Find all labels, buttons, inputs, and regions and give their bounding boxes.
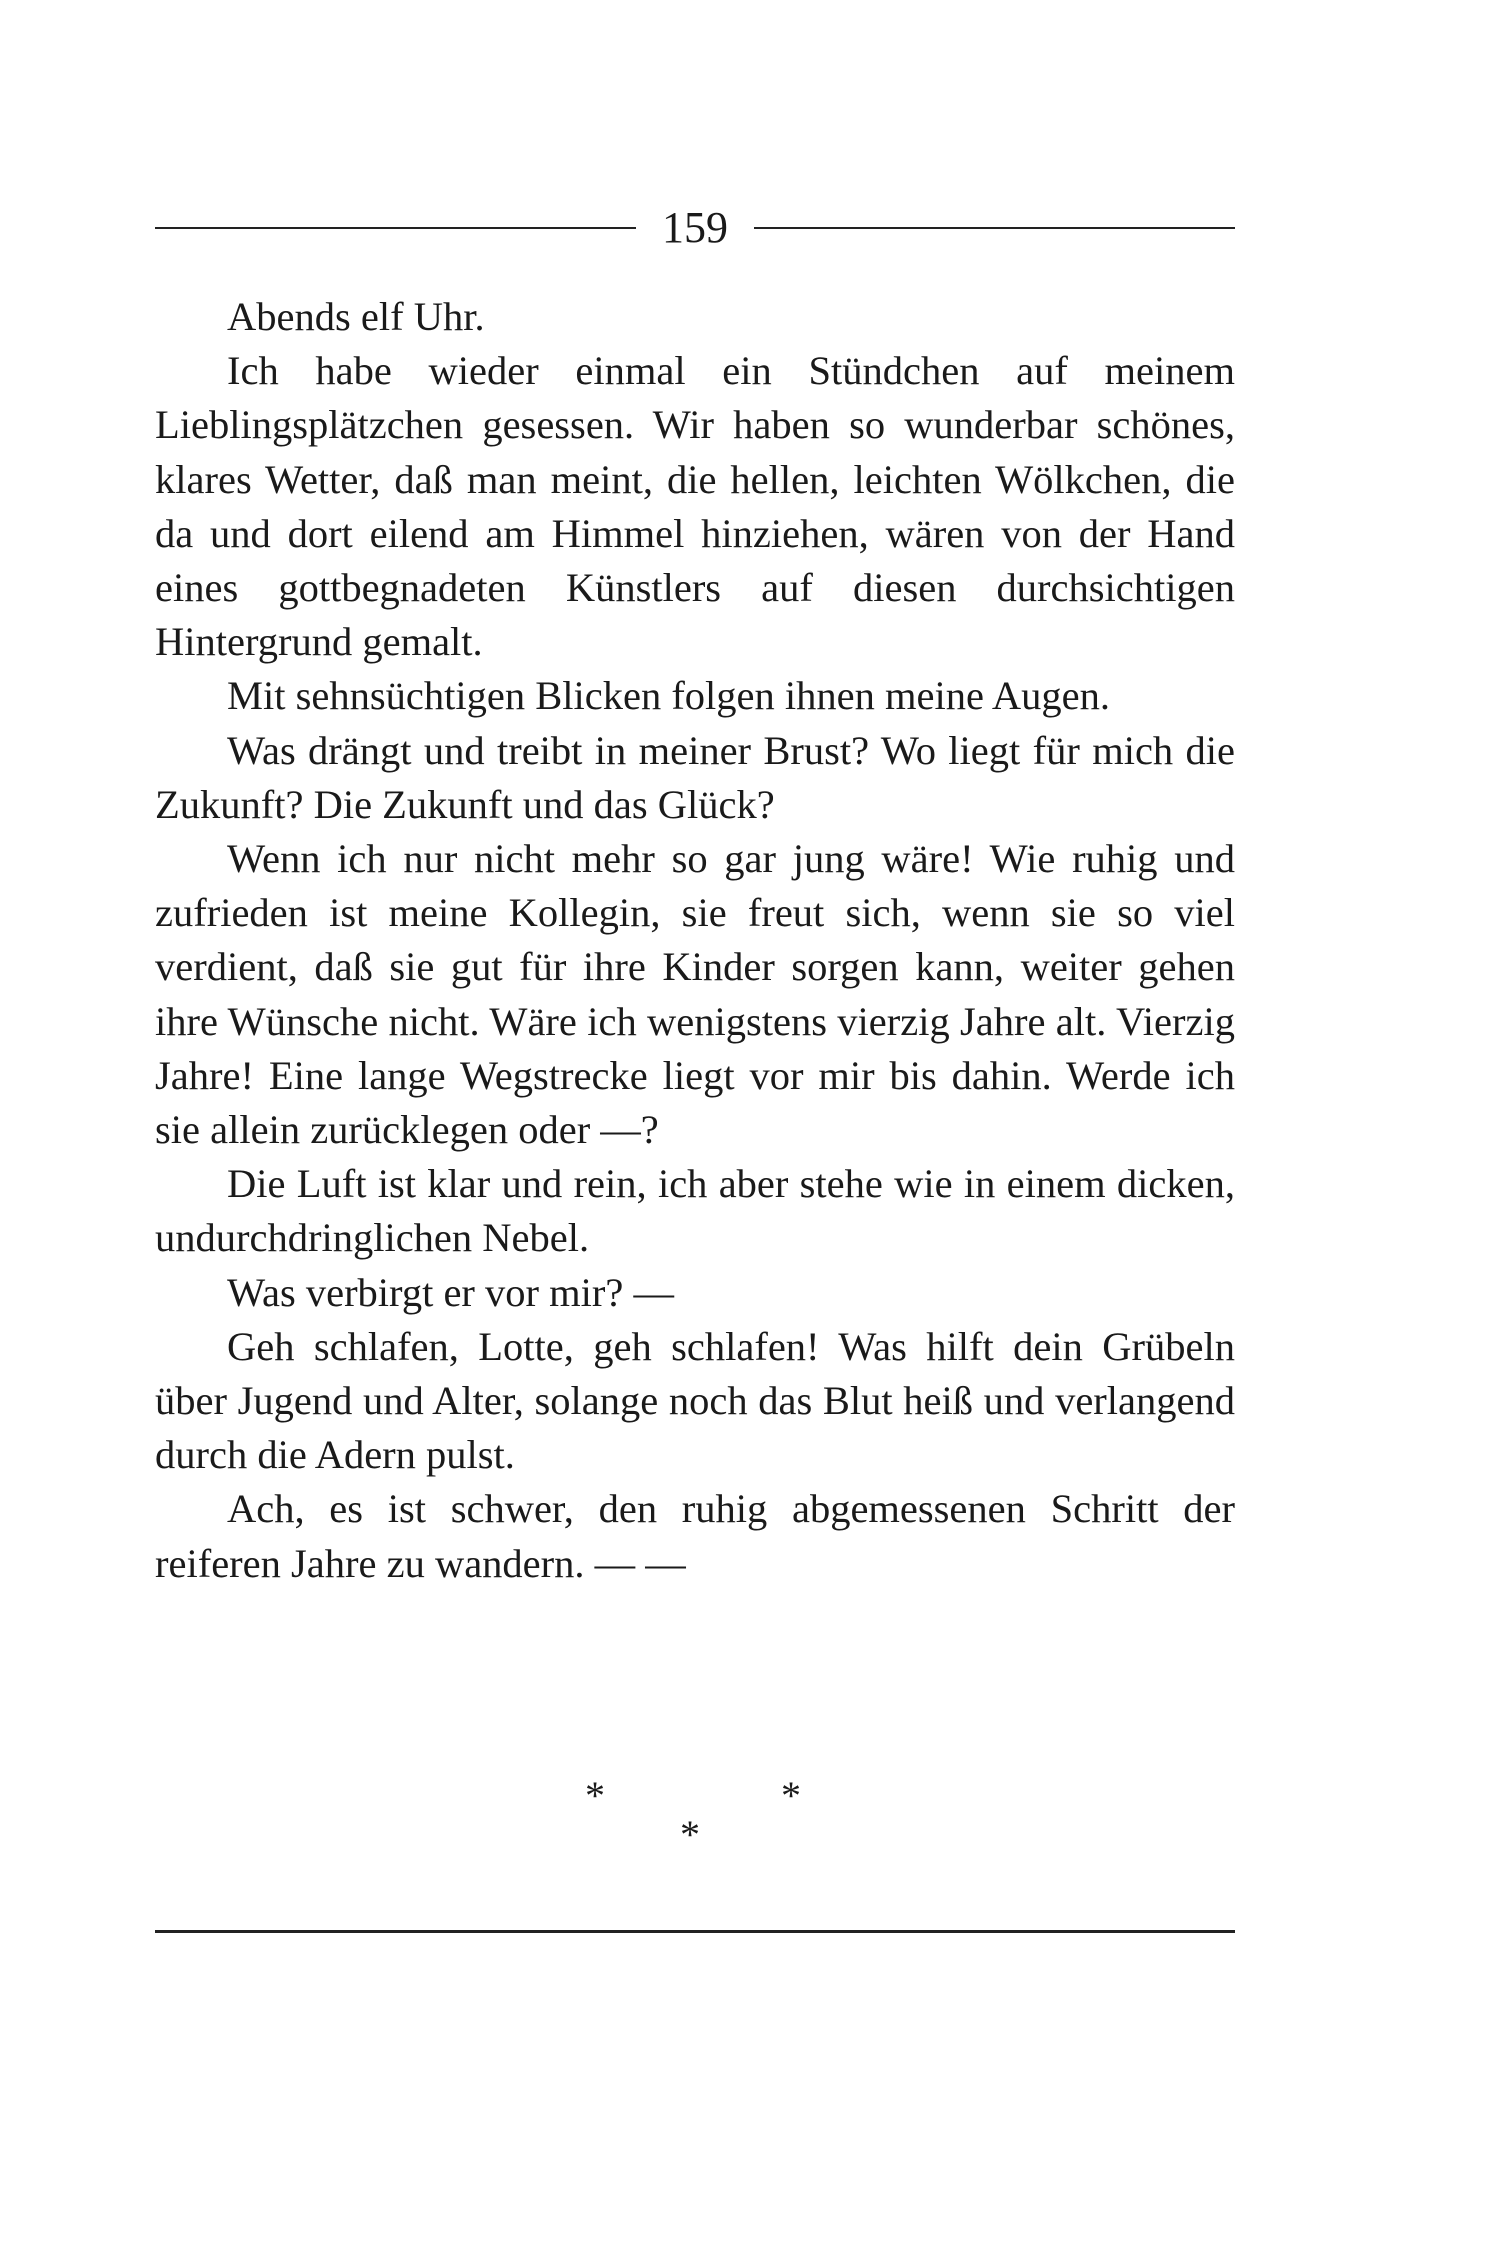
paragraph: Die Luft ist klar und rein, ich aber stehe wie in einem dicken, undurchdringlichen Nebel. <box>155 1161 1235 1261</box>
paragraph: Geh schlafen, Lotte, geh schlafen! Was hilft dein Grübeln über Jugend und Alter, solange noch das Blut heiß und verlangend durch die Adern pulst. <box>155 1323 1235 1478</box>
paragraph: Ach, es ist schwer, den ruhig abgemessenen Schritt der reiferen Jahre zu wandern. — — <box>155 1486 1235 1586</box>
page-header <box>155 198 1235 258</box>
header-rule-left <box>155 227 636 229</box>
paragraph: Ich habe wieder einmal ein Stündchen auf meinem Lieblingsplätzchen gesessen. Wir haben so wunderbar schönes, klares Wetter, daß man meint, die hellen, leichten Wölkchen, die da und dort eilend am Himmel hinziehen, wären von der Hand eines gottbegnadeten Künstlers auf diesen durchsichtigen Hintergrund gemalt. <box>155 348 1235 665</box>
paragraph: Was drängt und treibt in meiner Brust? Wo liegt für mich die Zukunft? Die Zukunft und das Glück? <box>155 727 1235 827</box>
paragraph: Mit sehnsüchtigen Blicken folgen ihnen meine Augen. <box>227 673 1110 719</box>
paragraph: Wenn ich nur nicht mehr so gar jung wäre! Wie ruhig und zufrieden ist meine Kollegin, sie freut sich, wenn sie so viel verdient, daß sie gut für ihre Kinder sorgen kann, weiter gehen ihre Wünsche nicht. Wäre ich wenigstens vierzig Jahre alt. Vierzig Jahre! Eine lange Wegstrecke liegt vor mir bis dahin. Werde ich sie allein zurücklegen oder —? <box>155 836 1235 1153</box>
paragraph: Was verbirgt er vor mir? — <box>227 1269 674 1315</box>
asterism-ornament <box>0 1770 1490 1870</box>
footer-rule <box>155 1930 1235 1933</box>
paragraph: Abends elf Uhr. <box>227 294 485 339</box>
asterisk-right: * <box>781 1773 801 1818</box>
asterisk-bottom: * <box>680 1812 700 1857</box>
asterisk-left: * <box>585 1773 605 1818</box>
page-number: 159 <box>662 203 728 252</box>
body-text <box>155 290 1235 1591</box>
header-rule-right <box>754 227 1235 229</box>
